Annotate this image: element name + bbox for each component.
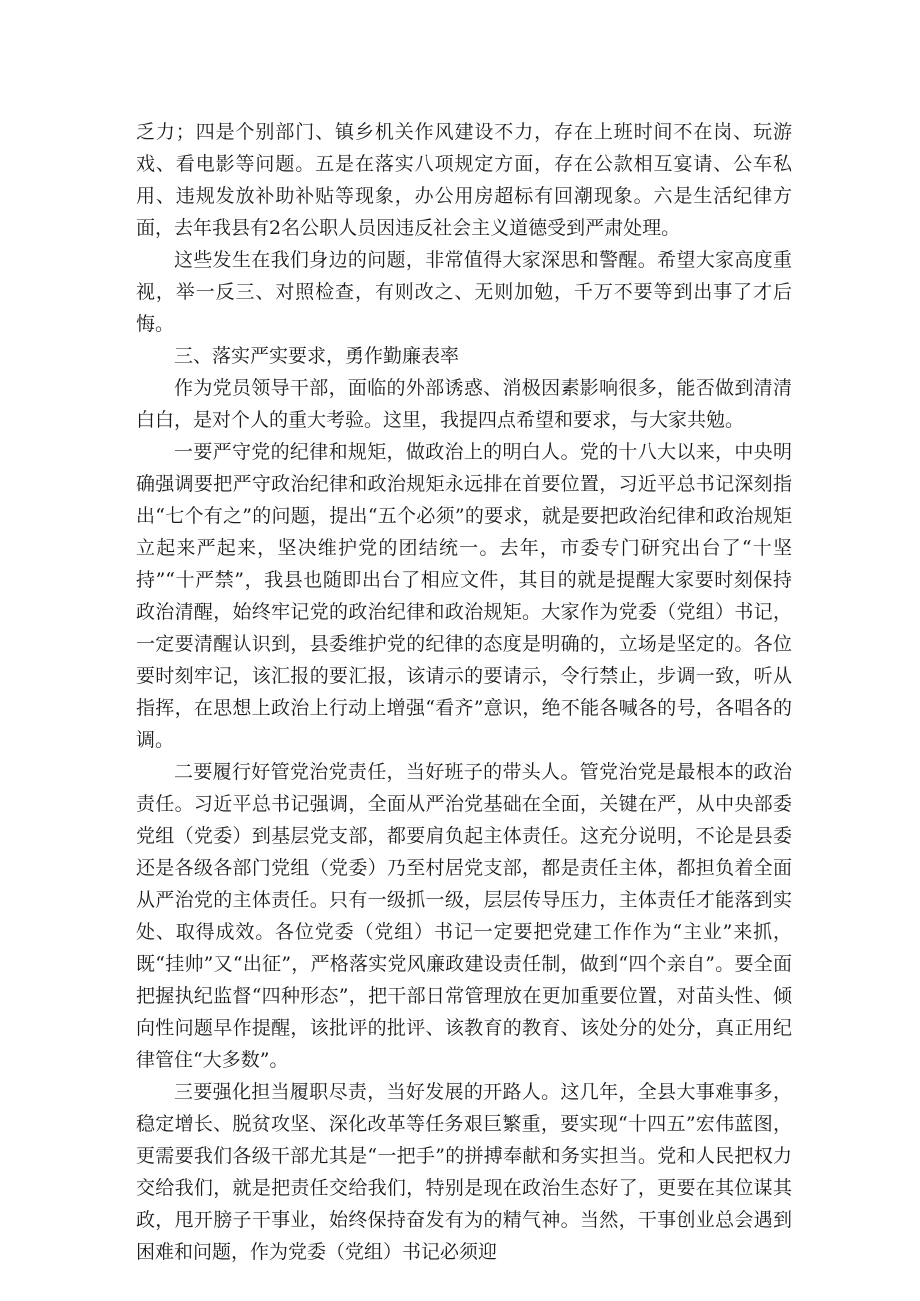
section-heading: 三、落实严实要求，勇作勤廉表率 — [174, 345, 460, 367]
paragraph-5: 二要履行好管党治党责任，当好班子的带头人。管党治党是最根本的政治责任。习近平总书记强调，全面从严治党基础在全面，关键在严，从中央部委党组（党委）到基层党支部，都要肩负起主体责任。这充分说明，不论是县委还是各级各部门党组（党委）乃至村居党支部，都是责任主体，都担负着全面从严治党的主体责任。只有一级抓一级，层层传导压力，主体责任才能落到实处、取得成效。各位党委（党组）书记一定要把党建工作作为“主业”来抓，既“挂帅”又“出征”，严格落实党风廉政建设责任制，做到“四个亲自”。要全面把握执纪监督“四种形态”，把干部日常管理放在更加重要位置，对苗头性、倾向性问题早作提醒，该批评的批评、该教育的教育、该处分的处分，真正用纪律管住“大多数”。 — [136, 761, 792, 1071]
paragraph-1: 乏力；四是个别部门、镇乡机关作风建设不力，存在上班时间不在岗、玩游戏、看电影等问题。五是在落实八项规定方面，存在公款相互宴请、公车私用、违规发放补助补贴等现象，办公用房超标有回潮现象。六是生活纪律方面，去年我县有2名公职人员因违反社会主义道德受到严肃处理。 — [136, 121, 792, 239]
paragraph-3: 作为党员领导干部，面临的外部诱惑、消极因素影响很多，能否做到清清白白，是对个人的重大考验。这里，我提四点希望和要求，与大家共勉。 — [136, 377, 792, 431]
paragraph-2: 这些发生在我们身边的问题，非常值得大家深思和警醒。希望大家高度重视，举一反三、对照检查，有则改之、无则加勉，千万不要等到出事了才后悔。 — [136, 249, 792, 335]
paragraph-4: 一要严守党的纪律和规矩，做政治上的明白人。党的十八大以来，中央明确强调要把严守政治纪律和政治规矩永远排在首要位置，习近平总书记深刻指出“七个有之”的问题，提出“五个必须”的要求，就是要把政治纪律和政治规矩立起来严起来，坚决维护党的团结统一。去年，市委专门研究出台了“十坚持”“十严禁”，我县也随即出台了相应文件，其目的就是提醒大家要时刻保持政治清醒，始终牢记党的政治纪律和政治规矩。大家作为党委（党组）书记，一定要清醒认识到，县委维护党的纪律的态度是明确的，立场是坚定的。各位要时刻牢记，该汇报的要汇报，该请示的要请示，令行禁止，步调一致，听从指挥，在思想上政治上行动上增强“看齐”意识，绝不能各喊各的号，各唱各的调。 — [136, 441, 792, 751]
paragraph-6: 三要强化担当履职尽责，当好发展的开路人。这几年，全县大事难事多，稳定增长、脱贫攻坚、深化改革等任务艰巨繁重，要实现“十四五”宏伟蓝图，更需要我们各级干部尤其是“一把手”的拼搏奉献和务实担当。党和人民把权力交给我们，就是把责任交给我们，特别是现在政治生态好了，更要在其位谋其政，甩开膀子干事业，始终保持奋发有为的精气神。当然，干事创业总会遇到困难和问题，作为党委（党组）书记必须迎 — [136, 1081, 792, 1263]
document-page — [136, 116, 792, 1268]
